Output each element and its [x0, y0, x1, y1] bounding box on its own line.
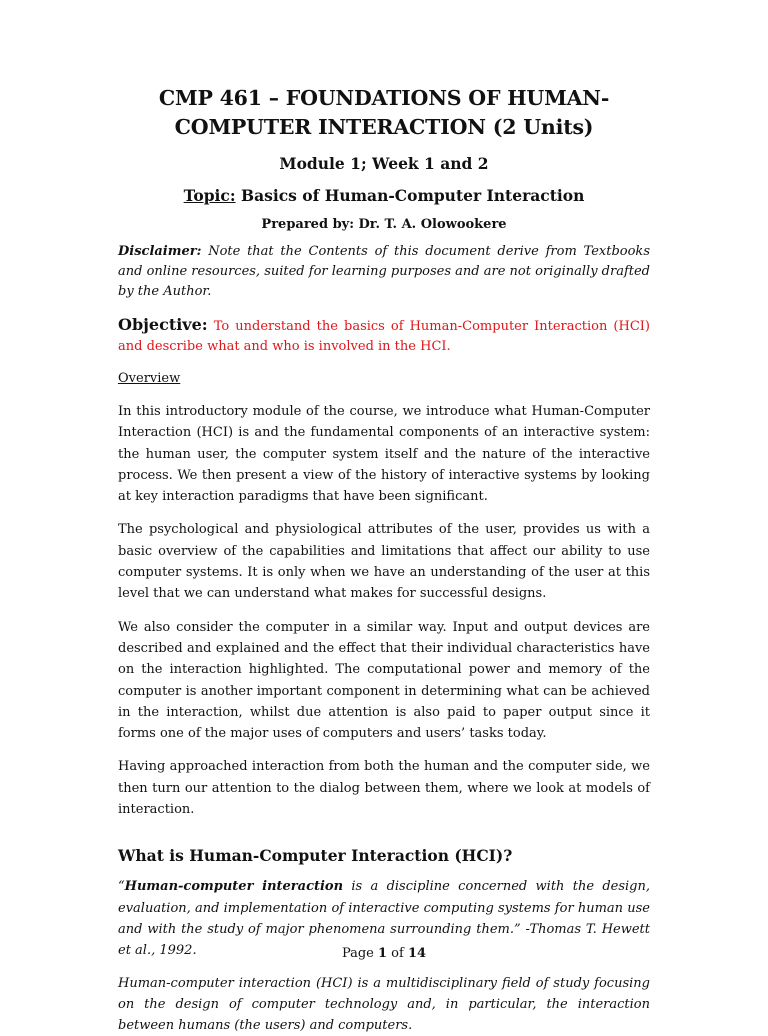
current-page-number: 1 — [378, 946, 388, 961]
quote-term: Human-computer interaction — [124, 879, 344, 895]
quote-text: is a discipline concerned with the design, evaluation, and implementation of interactive computing systems for human use and with the study of major phenomena surrounding them.” -Thomas T. Hewett et al., 1992. — [118, 879, 651, 959]
topic-label: Topic: — [183, 186, 236, 205]
body-paragraph: The psychological and physiological attributes of the user, provides us with a basic overview of the capabilities and limitations that affect our ability to use computer systems. It is only when we have an understanding of the user at this level that we can understand what makes for successful designs. — [118, 522, 650, 602]
hci-definition: Human-computer interaction (HCI) is a multidisciplinary field of study focusing on the design of computer technology and, in particular, the interaction between humans (the users) and computers. — [118, 975, 650, 1034]
section-heading: What is Human-Computer Interaction (HCI)? — [118, 846, 513, 866]
title-line-1: CMP 461 – FOUNDATIONS OF HUMAN- — [158, 86, 610, 110]
body-paragraph: We also consider the computer in a similar way. Input and output devices are described and explained and the effect that their individual characteristics have on the interaction highlighted. The computational power and memory of the computer is another important component in determining what can be achieved in the interaction, whilst due attention is also paid to paper output since it forms one of the major uses of computers and users’ tasks today. — [118, 619, 650, 742]
module-subtitle: Module 1; Week 1 and 2 — [279, 154, 489, 173]
document-title — [118, 84, 650, 142]
disclaimer — [118, 242, 650, 302]
footer-of: of — [387, 946, 408, 961]
body-paragraph: Having approached interaction from both the human and the computer side, we then turn our attention to the dialog between them, where we look at models of interaction. — [118, 759, 650, 818]
disclaimer-label: Disclaimer: — [118, 244, 202, 259]
objective-label: Objective: — [118, 315, 208, 334]
total-page-count: 14 — [407, 946, 427, 961]
author-line: Prepared by: Dr. T. A. Olowookere — [261, 217, 507, 232]
topic-text: Basics of Human-Computer Interaction — [235, 186, 585, 205]
body-paragraph: In this introductory module of the course, we introduce what Human-Computer Interaction (HCI) is and the fundamental components of an interactive system: the human user, the computer system itself and the nature of the interactive process. We then present a view of the history of interactive systems by looking at key interaction paradigms that have been significant. — [118, 404, 650, 505]
objective — [118, 315, 650, 357]
title-line-2: COMPUTER INTERACTION (2 Units) — [174, 115, 594, 139]
quote-open-mark: “ — [118, 879, 125, 895]
overview-heading: Overview — [118, 371, 181, 386]
topic-line — [118, 186, 650, 205]
disclaimer-text: Note that the Contents of this document derive from Textbooks and online resources, suited for learning purposes and are not originally drafted by the Author. — [118, 244, 651, 299]
footer-prefix: Page — [341, 946, 378, 961]
page-number-footer — [0, 946, 768, 961]
objective-text: To understand the basics of Human-Computer Interaction (HCI) and describe what and who is involved in the HCI. — [118, 319, 650, 354]
